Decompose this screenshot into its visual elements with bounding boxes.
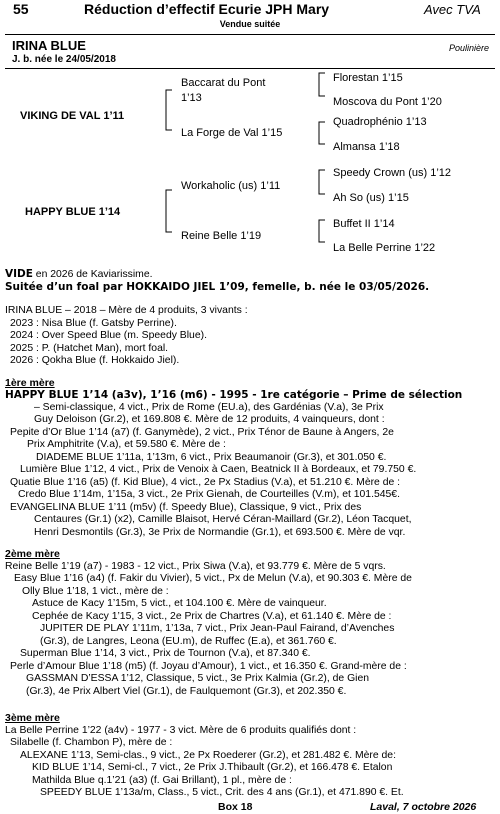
- pedigree-sire: VIKING DE VAL 1’11: [20, 110, 125, 122]
- pedigree-line: Guy Deloison (Gr.2), et 169.808 €. Mère de 12 produits, 4 vainqueurs, dont :: [34, 414, 385, 425]
- pedigree-line: JUPITER DE PLAY 1’11m, 1’13a, 7 vict., Prix Jean-Paul Fairand, d’Avenches: [40, 623, 395, 634]
- horse-birth: J. b. née le 24/05/2018: [12, 54, 116, 65]
- pedigree-line: Henri Desmontils (Gr.3), 3e Prix de Normandie (Gr.1), et 693.500 €. Mère de vqr.: [34, 527, 406, 538]
- lot-number: 55: [13, 1, 29, 17]
- pedigree-gen3-item: Almansa 1’18: [333, 141, 400, 153]
- vide-text: en 2026 de Kaviarissime.: [32, 269, 153, 280]
- produce-item: 2024 : Over Speed Blue (m. Speedy Blue).: [10, 330, 207, 341]
- vide-line: [5, 268, 152, 282]
- bracket-dam: [166, 190, 172, 232]
- pedigree-line: Centaures (Gr.1) (x2), Camille Blaisot, Hervé Céran-Maillard (Gr.2), Léon Tacquet,: [34, 514, 412, 525]
- bracket-sire-dam: [319, 122, 325, 144]
- pedigree-line: Reine Belle 1’19 (a7) - 1983 - 12 vict., Prix Siwa (V.a), et 93.779 €. Mère de 5 vqrs.: [5, 561, 386, 572]
- produce-item: 2025 : P. (Hatchet Man), mort foal.: [10, 343, 169, 354]
- pedigree-line: Olly Blue 1’18, 1 vict., mère de :: [22, 586, 169, 597]
- bracket-sire: [166, 90, 172, 130]
- pedigree-line: Easy Blue 1’16 (a4) (f. Fakir du Vivier), 5 vict., Px de Melun (V.a), et 90.303 €. Mère de: [14, 573, 412, 584]
- pedigree-line: La Belle Perrine 1’22 (a4v) - 1977 - 3 vict. Mère de 6 produits qualifiés dont :: [5, 725, 357, 736]
- pedigree-sire-dam: La Forge de Val 1’15: [181, 127, 283, 139]
- pedigree-line: Astuce de Kacy 1’15m, 5 vict., et 104.100 €. Mère de vainqueur.: [32, 598, 327, 609]
- pedigree-line: Pepite d’Or Blue 1’14 (a7) (f. Ganymède), 2 vict., Prix Ténor de Baune à Angers, 2e: [10, 427, 394, 438]
- produce-item: 2023 : Nisa Blue (f. Gatsby Perrine).: [10, 318, 177, 329]
- produce-item: 2026 : Qokha Blue (f. Hokkaido Jiel).: [10, 355, 180, 366]
- pedigree-line: (Gr.3), de Langres, Leona (EU.m), de Ruffec (E.a), et 361.760 €.: [40, 636, 337, 647]
- pedigree-line: Perle d’Amour Blue 1’18 (m5) (f. Joyau d’Amour), 1 vict., et 16.350 €. Grand-mère de :: [10, 661, 407, 672]
- horse-title-box: [5, 34, 495, 69]
- pedigree-line: Prix Amphitrite (V.a), et 59.580 €. Mère de :: [27, 439, 226, 450]
- pedigree-sire-sire-time: 1’13: [181, 92, 202, 104]
- pedigree-line: – Semi-classique, 4 vict., Prix de Rome (EU.a), des Gardénias (V.a), 3e Prix: [34, 402, 384, 413]
- pedigree-gen3-item: Buffet II 1’14: [333, 218, 395, 230]
- bracket-sire-sire: [319, 73, 325, 96]
- pedigree-dam-sire: Workaholic (us) 1’11: [181, 180, 281, 192]
- pedigree-gen3-item: La Belle Perrine 1’22: [333, 242, 436, 254]
- pedigree-line: KID BLUE 1’14, Semi-cl., 7 vict., 2e Prix J.Thibault (Gr.2), et 166.478 €. Etalon: [32, 762, 393, 773]
- section-heading: 1ère mère: [5, 377, 55, 389]
- pedigree-chart: [0, 70, 500, 265]
- pedigree-line: SPEEDY BLUE 1’13a/m, Class., 5 vict., Crit. des 4 ans (Gr.1), et 471.890 €. Et.: [40, 787, 404, 798]
- pedigree-line: Lumière Blue 1’12, 4 vict., Prix de Venoix à Caen, Beatnick II à Bordeaux, et 79.750 €.: [20, 464, 417, 475]
- section-heading: 2ème mère: [5, 548, 60, 560]
- pedigree-line: Silabelle (f. Chambon P), mère de :: [10, 737, 173, 748]
- suitee-line: Suitée d’un foal par HOKKAIDO JIEL 1’09, femelle, b. née le 03/05/2026.: [5, 281, 430, 293]
- produce-intro: IRINA BLUE – 2018 – Mère de 4 produits, 3 vivants :: [5, 305, 248, 316]
- box-number: Box 18: [218, 801, 253, 813]
- horse-name: IRINA BLUE: [12, 38, 86, 53]
- pedigree-dam: HAPPY BLUE 1’14: [25, 206, 121, 218]
- pedigree-gen3-item: Quadrophénio 1’13: [333, 116, 427, 128]
- pedigree-line: Mathilda Blue q.1’21 (a3) (f. Gai Brillant), 1 pl., mère de :: [32, 775, 292, 786]
- sale-date: Laval, 7 octobre 2026: [370, 801, 477, 813]
- page-title: Réduction d’effectif Ecurie JPH Mary: [84, 1, 330, 17]
- pedigree-line: Quatie Blue 1’16 (a5) (f. Kid Blue), 4 vict., 2e Px Stadius (V.a), et 51.210 €. Mère de :: [10, 477, 401, 488]
- pedigree-line: Cephée de Kacy 1’15, 3 vict., 2e Prix de Chartres (V.a), et 61.140 €. Mère de :: [32, 611, 392, 622]
- sale-subtitle: Vendue suitée: [219, 19, 281, 29]
- pedigree-gen3-item: Moscova du Pont 1’20: [333, 96, 442, 108]
- pedigree-line: ALEXANE 1’13, Semi-clas., 9 vict., 2e Px Roederer (Gr.2), et 281.482 €. Mère de:: [20, 750, 396, 761]
- pedigree-line: HAPPY BLUE 1’14 (a3v), 1’16 (m6) - 1995 - 1re catégorie – Prime de sélection: [5, 389, 463, 401]
- pedigree-gen3-item: Florestan 1’15: [333, 72, 403, 84]
- tva-label: Avec TVA: [424, 2, 481, 17]
- pedigree-gen3-item: Speedy Crown (us) 1’12: [333, 167, 452, 179]
- pedigree-line: DIADEME BLUE 1’11a, 1’13m, 6 vict., Prix Beaumanoir (Gr.3), et 301.050 €.: [36, 452, 387, 463]
- pedigree-line: Credo Blue 1’14m, 1’15a, 3 vict., 2e Prix Gienah, de Courteilles (V.m), et 101.545€.: [18, 489, 400, 500]
- pedigree-line: (Gr.3), 4e Prix Albert Viel (Gr.1), de Faulquemont (Gr.3), et 202.350 €.: [26, 686, 347, 697]
- bracket-dam-dam: [319, 220, 325, 242]
- pedigree-line: Superman Blue 1’14, 3 vict., Prix de Tournon (V.a), et 87.340 €.: [20, 648, 311, 659]
- bracket-dam-sire: [319, 170, 325, 194]
- vide-label: VIDE: [5, 268, 33, 280]
- horse-category: Poulinière: [448, 43, 489, 53]
- pedigree-line: GASSMAN D’ESSA 1’12, Classique, 5 vict., 3e Prix Kalmia (Gr.2), de Gien: [26, 673, 370, 684]
- pedigree-gen3-item: Ah So (us) 1’15: [333, 192, 409, 204]
- pedigree-sire-sire: Baccarat du Pont: [181, 77, 266, 89]
- pedigree-line: EVANGELINA BLUE 1’11 (m5v) (f. Speedy Blue), Classique, 9 vict., Prix des: [10, 502, 362, 513]
- section-heading: 3ème mère: [5, 712, 60, 724]
- pedigree-dam-dam: Reine Belle 1’19: [181, 230, 262, 242]
